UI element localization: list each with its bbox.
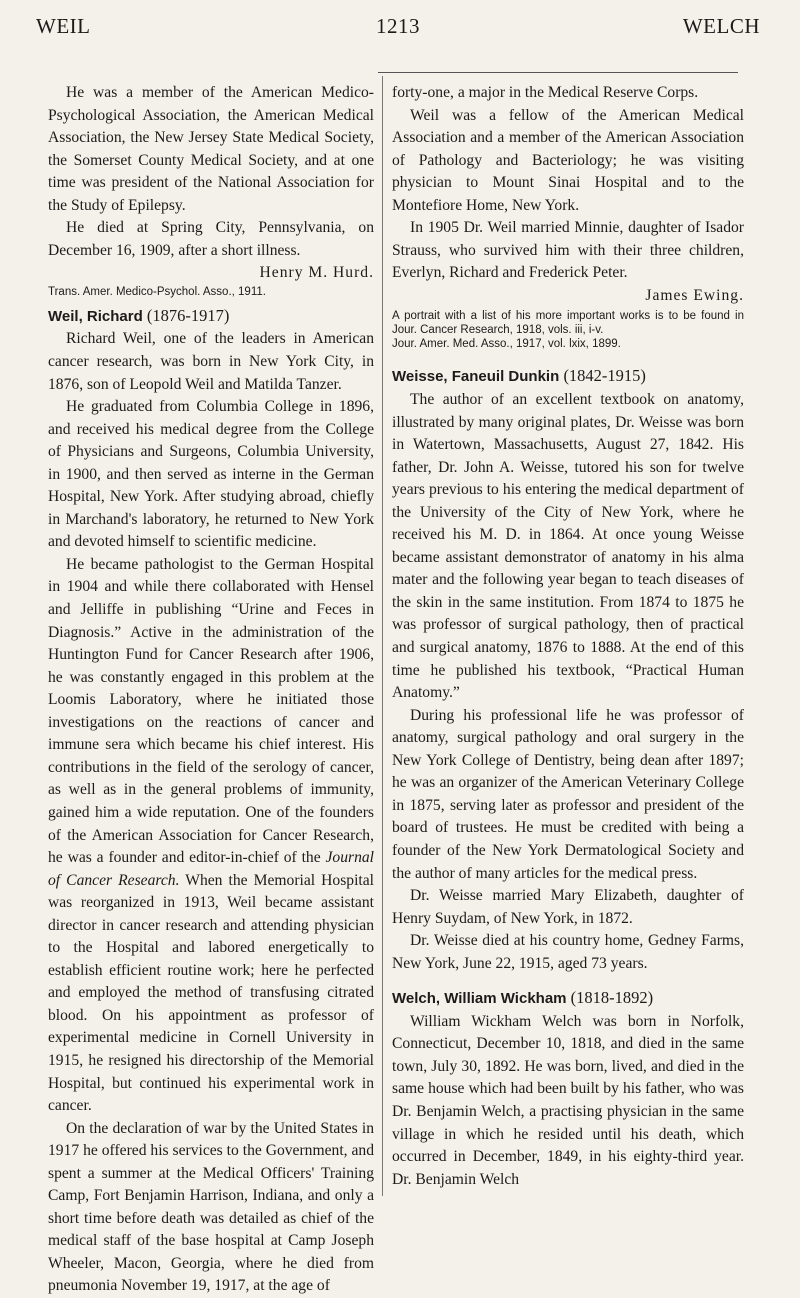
header-rule <box>378 72 738 73</box>
right-column <box>392 82 744 1191</box>
weil-p3-text-b: When the Memorial Hospital was reorganized in 1913, Weil became assistant director in cancer research and attending physician to the Hospital and labored energetically to establish efficient routine work; here he perfected and employed the method of transfusing citrated blood. On his appointment as professor of experimental medicine in Cornell University in 1915, he resigned his directorship of the Memorial Hospital, but continued his experimental work in cancer. <box>48 871 374 1115</box>
page-number: 1213 <box>376 14 420 38</box>
hurd-reference: Trans. Amer. Medico-Psychol. Asso., 1911. <box>48 285 266 298</box>
welch-heading <box>392 987 744 1011</box>
journal-title: Journal of Cancer Research. <box>48 849 374 889</box>
weisse-paragraph-2: During his professional life he was professor of anatomy, surgical pathology and oral surgery in the New York College of Dentistry, being dean after 1897; he was an organizer of the American Veterinary College in 1875, serving later as professor and president of the board of trustees. He must be credited with being a founder of the New York Dermatological Society and the author of many articles for the medical press. <box>392 706 744 882</box>
hurd-paragraph-2: He died at Spring City, Pennsylvania, on December 16, 1909, after a short illness. <box>48 219 374 259</box>
weil-signature: James Ewing. <box>645 286 744 304</box>
hurd-signature: Henry M. Hurd. <box>259 264 374 282</box>
weisse-paragraph-1: The author of an excellent textbook on anatomy, illustrated by many original plates, Dr. Weisse was born in Watertown, Massachusetts, August 27, 1842. His father, Dr. John A. Weisse, tutored his son for twelve years previous to his entering the medical department of the University of the City of New York, where he received his M. D. in 1864. At once young Weisse became assistant demonstrator of anatomy in his alma mater and the following year began to teach diseases of the skin in the same institution. From 1874 to 1875 he was professor of surgical pathology, then of practical and surgical anatomy, 1876 to 1888. At the end of this time he published his textbook, “Practical Human Anatomy.” <box>392 391 744 702</box>
column-divider <box>382 76 383 1196</box>
weil-paragraph-6: In 1905 Dr. Weil married Minnie, daughter of Isador Strauss, who survived him with their three children, Everlyn, Richard and Frederick Peter. <box>392 219 744 282</box>
welch-name: Welch, William Wickham <box>392 990 567 1008</box>
weisse-name: Weisse, Faneuil Dunkin <box>392 368 560 386</box>
weil-reference-2: Jour. Amer. Med. Asso., 1917, vol. lxix, 1899. <box>392 338 621 351</box>
weil-dates: (1876-1917) <box>146 305 230 325</box>
weisse-heading <box>392 365 744 389</box>
weil-paragraph-5: Weil was a fellow of the American Medical Association and a member of the American Association of Pathology and Bacteriology; he was visiting physician to Mount Sinai Hospital and to the Montefiore Home, New York. <box>392 106 744 214</box>
weil-name: Weil, Richard <box>48 307 143 325</box>
running-head-left: WEIL <box>36 14 91 38</box>
weisse-paragraph-3: Dr. Weisse married Mary Elizabeth, daughter of Henry Suydam, of New York, in 1872. <box>392 887 744 927</box>
weil-paragraph-1: Richard Weil, one of the leaders in American cancer research, was born in New York City, in 1876, son of Leopold Weil and Matilda Tanzer. <box>48 330 374 393</box>
weil-paragraph-4-continued: forty-one, a major in the Medical Reserve Corps. <box>392 84 699 101</box>
left-column <box>48 82 374 1298</box>
running-head-right: WELCH <box>682 14 760 38</box>
welch-dates: (1818-1892) <box>570 988 654 1008</box>
running-head <box>36 14 760 44</box>
weil-references <box>392 309 744 351</box>
weil-paragraph-2: He graduated from Columbia College in 1896, and received his medical degree from the College of Physicians and Surgeons, Columbia University, in 1900, and then served as interne in the German Hospital, New York. After studying abroad, chiefly in Marchand's laboratory, he returned to New York and devoted himself to scientific medicine. <box>48 398 374 551</box>
weil-p3-text-a: He became pathologist to the German Hospital in 1904 and while there collaborated with Hensel and Jelliffe in publishing “Urine and Feces in Diagnosis.” Active in the administration of the Huntington Fund for Cancer Research after 1906, he was constantly engaged in this problem at the Loomis Laboratory, where he initiated those investigations on the reactions of cancer and immune sera which became his chief interest. His contributions in the field of the serology of cancer, as well as in the general problems of immunity, gained him a wide reputation. One of the founders of the American Association for Cancer Research, he was a founder and editor-in-chief of the <box>48 555 374 867</box>
weil-paragraph-4: On the declaration of war by the United States in 1917 he offered his services to the Government, and spent a summer at the Medical Officers' Training Camp, Fort Benjamin Harrison, Indiana, and only a short time before death was detailed as chief of the medical staff of the base hospital at Camp Joseph Wheeler, Macon, Georgia, where he died from pneumonia November 19, 1917, at the age of <box>48 1119 374 1295</box>
weil-paragraph-3 <box>48 554 374 1118</box>
hurd-paragraph-1: He was a member of the American Medico-Psychological Association, the American Medical Association, the New Jersey State Medical Society, the Somerset County Medical Society, and at one time was president of the National Association for the Study of Epilepsy. <box>48 84 374 214</box>
weisse-paragraph-4: Dr. Weisse died at his country home, Gedney Farms, New York, June 22, 1915, aged 73 years. <box>392 932 744 972</box>
welch-paragraph-1: William Wickham Welch was born in Norfolk, Connecticut, December 10, 1818, and died in the same town, July 30, 1892. He was born, lived, and died in the same house which had been built by his father, who was Dr. Benjamin Welch, a practising physician in the same village in which he resided until his death, which occurred in December, 1849, in his eighty-third year. Dr. Benjamin Welch <box>392 1012 744 1188</box>
weil-reference-1: A portrait with a list of his more important works is to be found in Jour. Cancer Research, 1918, vols. iii, i-v. <box>392 310 744 337</box>
weil-heading <box>48 305 374 329</box>
weisse-dates: (1842-1915) <box>563 366 646 386</box>
